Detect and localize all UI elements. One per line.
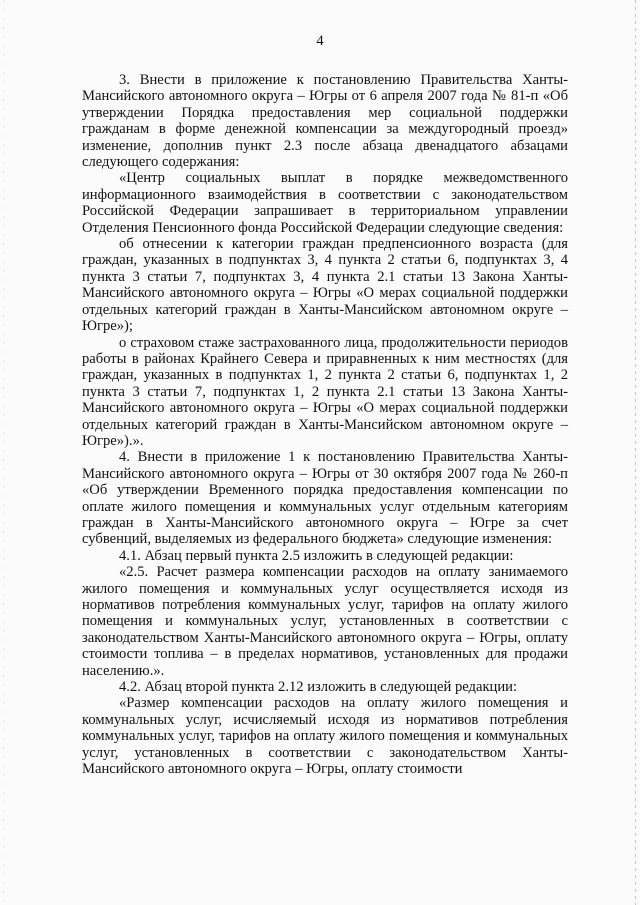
paragraph-quote-center: «Центр социальных выплат в порядке межведомственного информационного взаимодействия в соответствии с законодательством Российской Федерации запрашивает в территориальном управлении Отделения Пенсионного фонда Российской Федерации следующие сведения: (82, 170, 568, 236)
paragraph-quote-compensation: «Размер компенсации расходов на оплату жилого помещения и коммунальных услуг, исчисляемый исходя из нормативов потребления коммунальных услуг, тарифов на оплату жилого помещения и коммунальных услуг, установленных в соответствии с законодательством Ханты-Мансийского автономного округа – Югры, оплату стоимости (82, 695, 568, 778)
paragraph-item-4: 4. Внести в приложение 1 к постановлению Правительства Ханты-Мансийского автономного округа – Югры от 30 октября 2007 года № 260-п «Об утверждении Временного порядка предоставления компенсации по оплате жилого помещения и коммунальных услуг отдельным категориям граждан в Ханты-Мансийского автономного округа – Югре за счет субвенций, выделяемых из федерального бюджета» следующие изменения: (82, 449, 568, 548)
scan-edge-left (3, 0, 4, 905)
paragraph-insurance-record: о страховом стаже застрахованного лица, продолжительности периодов работы в районах Крайнего Севера и приравненных к ним местностях (для граждан, указанных в подпунктах 1, 2 пункта 2 статьи 6, подпунктах 1, 2 пункта 3 статьи 7, подпунктах 1, 2 пункта 2.1 статьи 13 Закона Ханты-Мансийского автономного округа – Югры «О мерах социальной поддержки отдельных категорий граждан в Ханты-Мансийском автономном округе – Югре»).». (82, 334, 568, 449)
scan-edge-right (635, 0, 636, 905)
paragraph-item-4-1: 4.1. Абзац первый пункта 2.5 изложить в следующей редакции: (119, 547, 514, 564)
paragraph-preretirement: об отнесении к категории граждан предпенсионного возраста (для граждан, указанных в подпунктах 3, 4 пункта 2 статьи 6, подпунктах 3, 4 пункта 3 статьи 7, подпунктах 3, 4 пункта 2.1 статьи 13 Закона Ханты-Мансийского автономного округа – Югры «О мерах социальной поддержки отдельных категорий граждан в Ханты-Мансийском автономном округе – Югре»); (82, 236, 568, 335)
document-body (82, 72, 568, 777)
paragraph-quote-2-5: «2.5. Расчет размера компенсации расходов на оплату занимаемого жилого помещения и коммунальных услуг осуществляется исходя из нормативов потребления коммунальных услуг, тарифов на оплату жилого помещения и коммунальных услуг, установленных в соответствии с законодательством Ханты-Мансийского автономного округа – Югры, оплату стоимости топлива – в пределах нормативов, установленных для продажи населению.». (82, 564, 568, 679)
paragraph-item-4-2: 4.2. Абзац второй пункта 2.12 изложить в следующей редакции: (119, 679, 518, 696)
page-number: 4 (316, 33, 324, 49)
paragraph-item-3: 3. Внести в приложение к постановлению Правительства Ханты-Мансийского автономного округа – Югры от 6 апреля 2007 года № 81-п «Об утверждении Порядка предоставления мер социальной поддержки гражданам в форме денежной компенсации за междугородный проезд» изменение, дополнив пункт 2.3 после абзаца двенадцатого абзацами следующего содержания: (82, 72, 568, 171)
